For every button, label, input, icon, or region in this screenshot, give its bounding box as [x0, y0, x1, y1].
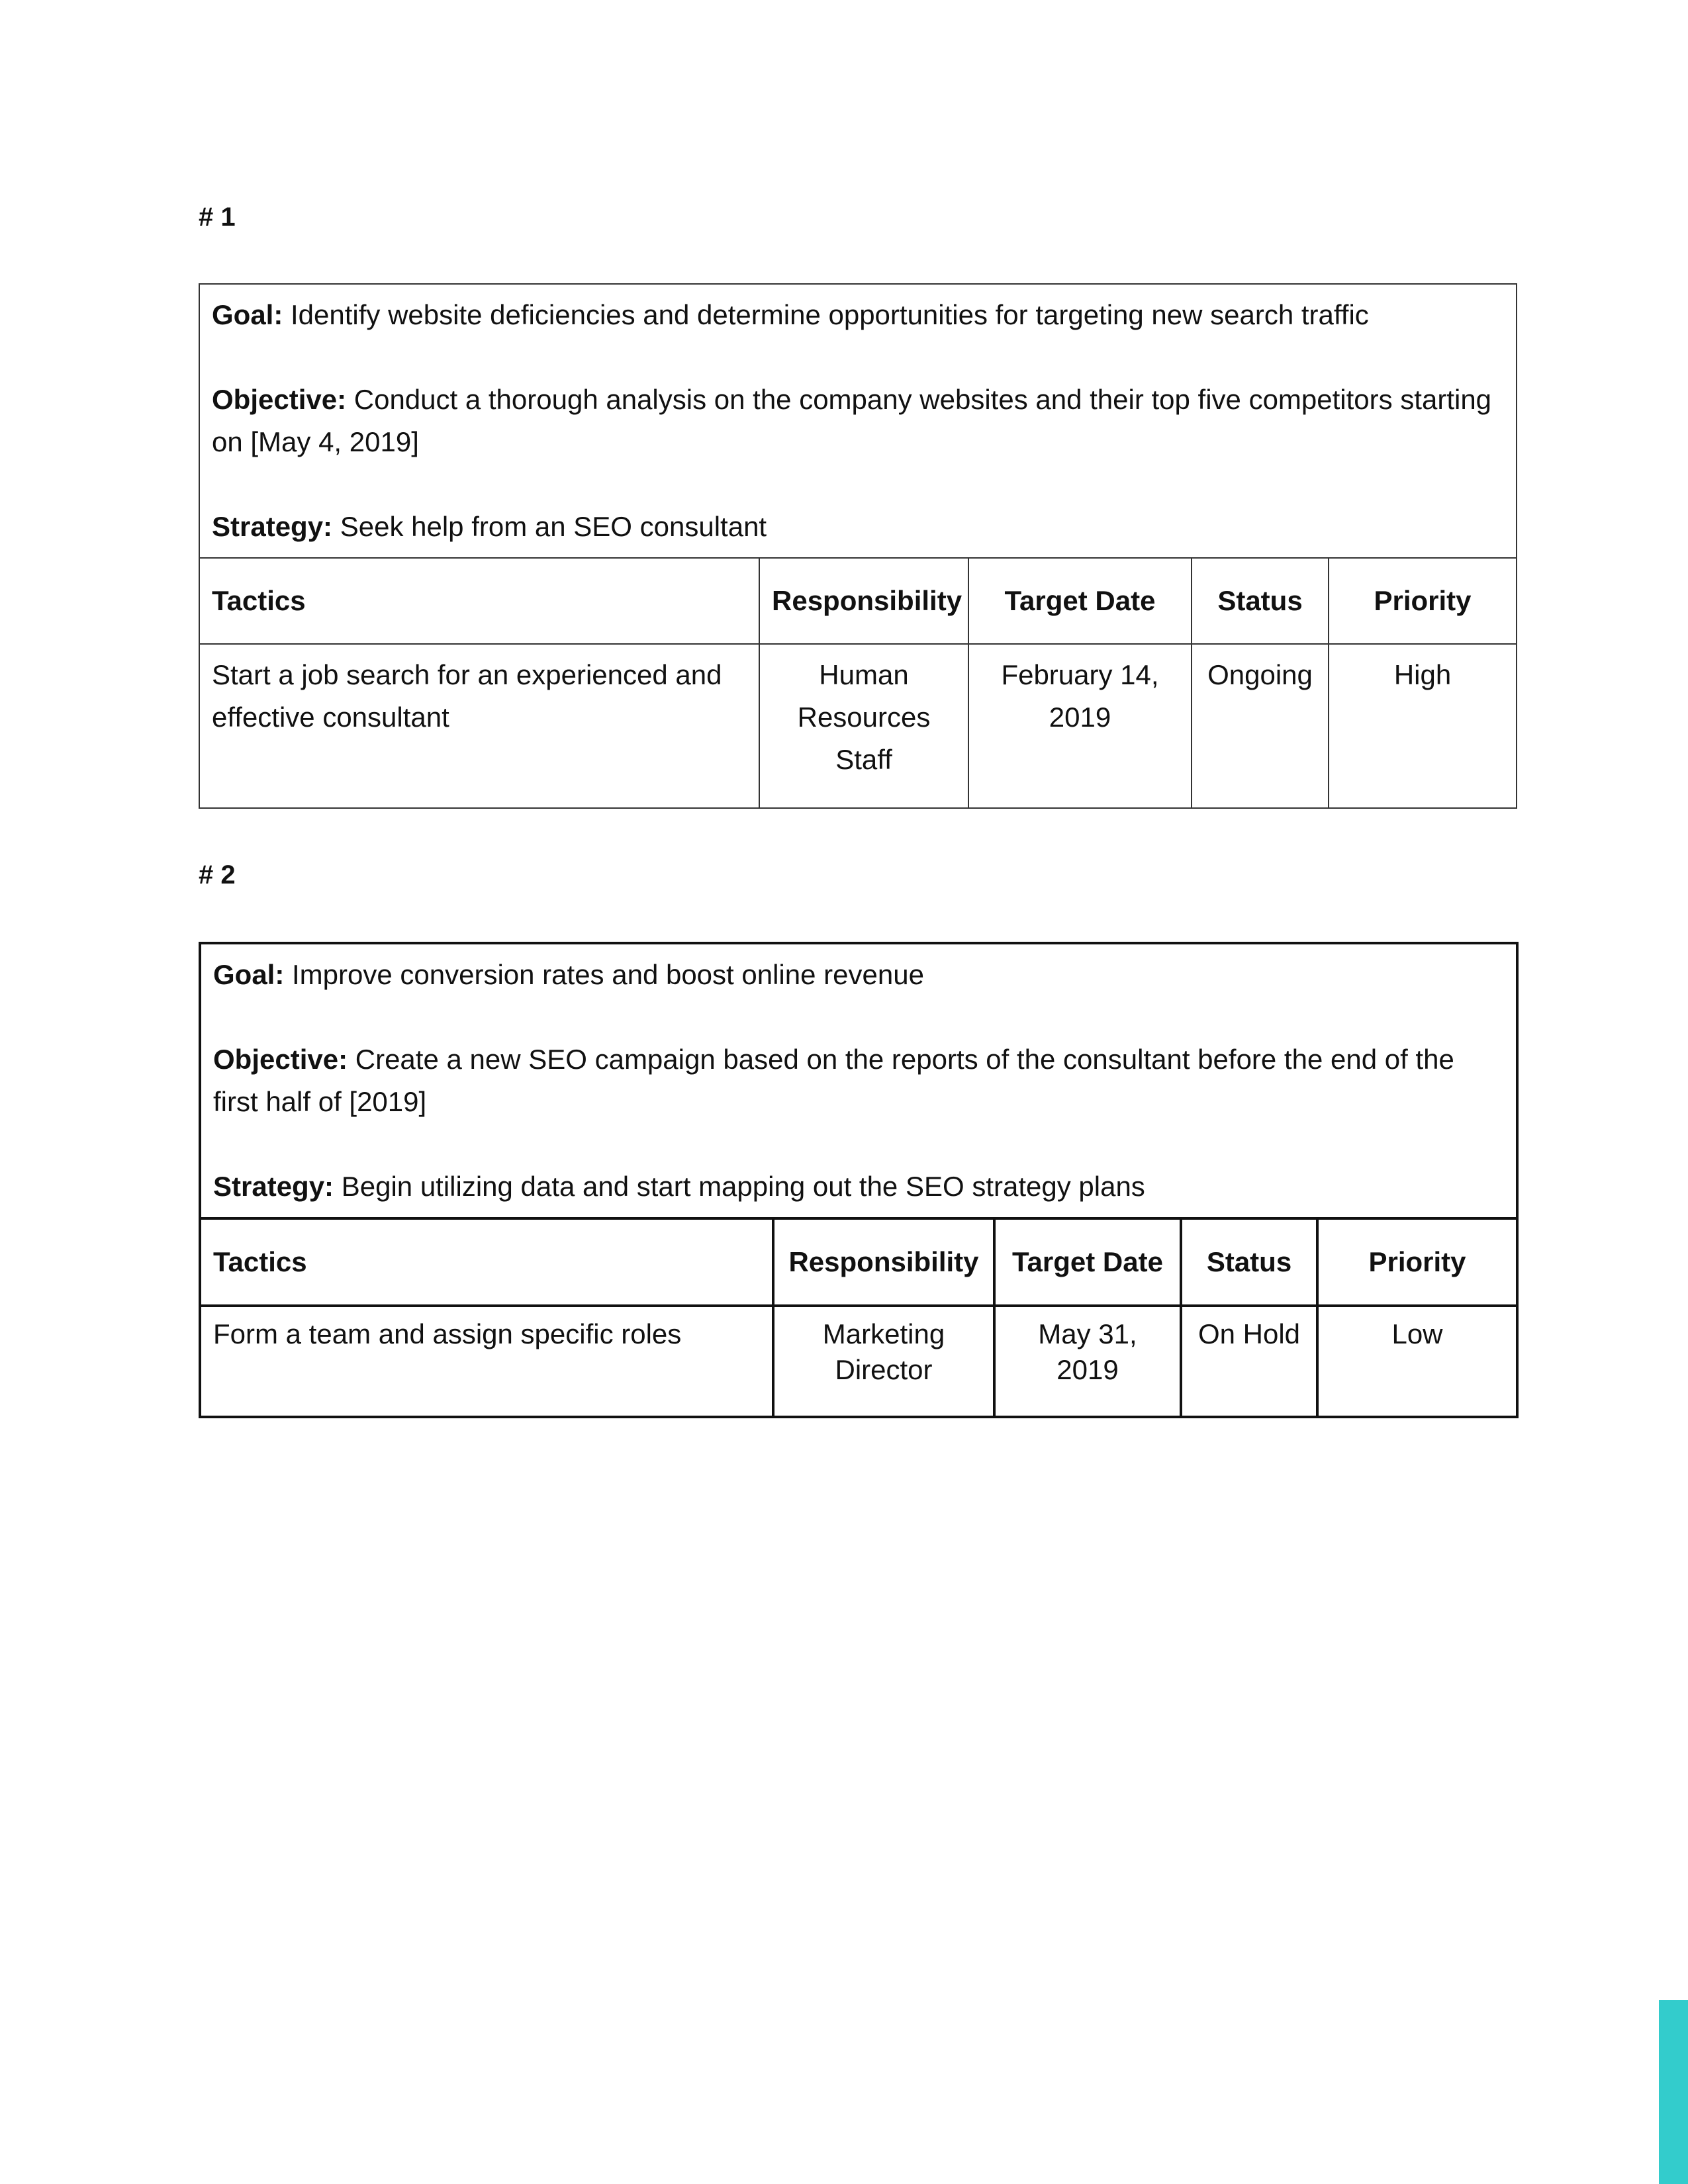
- header-responsibility: Responsibility: [759, 558, 968, 644]
- objective-label: Objective:: [213, 1044, 348, 1075]
- status-cell: On Hold: [1181, 1306, 1317, 1417]
- header-responsibility: Responsibility: [773, 1218, 994, 1306]
- header-tactics: Tactics: [199, 558, 759, 644]
- responsibility-cell: Human Resources Staff: [759, 644, 968, 808]
- goal-label: Goal:: [213, 959, 285, 990]
- section-number: # 2: [199, 860, 236, 889]
- goal-label: Goal:: [212, 299, 283, 330]
- plan-summary: [199, 284, 1517, 558]
- goal-text: Improve conversion rates and boost online revenue: [292, 959, 924, 990]
- objective-line: [212, 379, 1504, 463]
- priority-cell: High: [1329, 644, 1517, 808]
- target-date-cell: February 14, 2019: [968, 644, 1192, 808]
- goal-line: [212, 294, 1504, 336]
- tactic-cell: Form a team and assign specific roles: [200, 1306, 773, 1417]
- header-target-date: Target Date: [968, 558, 1192, 644]
- header-status: Status: [1181, 1218, 1317, 1306]
- header-status: Status: [1192, 558, 1329, 644]
- plan-summary: [200, 943, 1517, 1218]
- section-number: # 1: [199, 203, 236, 232]
- strategy-text: Begin utilizing data and start mapping out the SEO strategy plans: [341, 1171, 1145, 1202]
- table-header-row: [200, 1218, 1517, 1306]
- strategy-line: [212, 506, 1504, 548]
- priority-cell: Low: [1317, 1306, 1517, 1417]
- header-priority: Priority: [1317, 1218, 1517, 1306]
- strategy-line: [213, 1165, 1504, 1208]
- table-row: [199, 644, 1517, 808]
- header-priority: Priority: [1329, 558, 1517, 644]
- plan-table: [199, 942, 1519, 1418]
- plan-table: [199, 283, 1517, 809]
- tactic-cell: Start a job search for an experienced and effective consultant: [199, 644, 759, 808]
- objective-text: Create a new SEO campaign based on the reports of the consultant before the end of the first half of [2019]: [213, 1044, 1454, 1117]
- goal-line: [213, 954, 1504, 996]
- table-header-row: [199, 558, 1517, 644]
- goal-text: Identify website deficiencies and determine opportunities for targeting new search traffic: [291, 299, 1369, 330]
- objective-label: Objective:: [212, 384, 347, 415]
- accent-bar: [1659, 2000, 1688, 2184]
- strategy-label: Strategy:: [213, 1171, 334, 1202]
- status-cell: Ongoing: [1192, 644, 1329, 808]
- objective-line: [213, 1038, 1504, 1123]
- header-target-date: Target Date: [994, 1218, 1181, 1306]
- target-date-cell: May 31, 2019: [994, 1306, 1181, 1417]
- strategy-text: Seek help from an SEO consultant: [340, 511, 767, 542]
- objective-text: Conduct a thorough analysis on the company websites and their top five competitors starting on [May 4, 2019]: [212, 384, 1492, 457]
- table-row: [200, 1306, 1517, 1417]
- header-tactics: Tactics: [200, 1218, 773, 1306]
- responsibility-cell: Marketing Director: [773, 1306, 994, 1417]
- strategy-label: Strategy:: [212, 511, 333, 542]
